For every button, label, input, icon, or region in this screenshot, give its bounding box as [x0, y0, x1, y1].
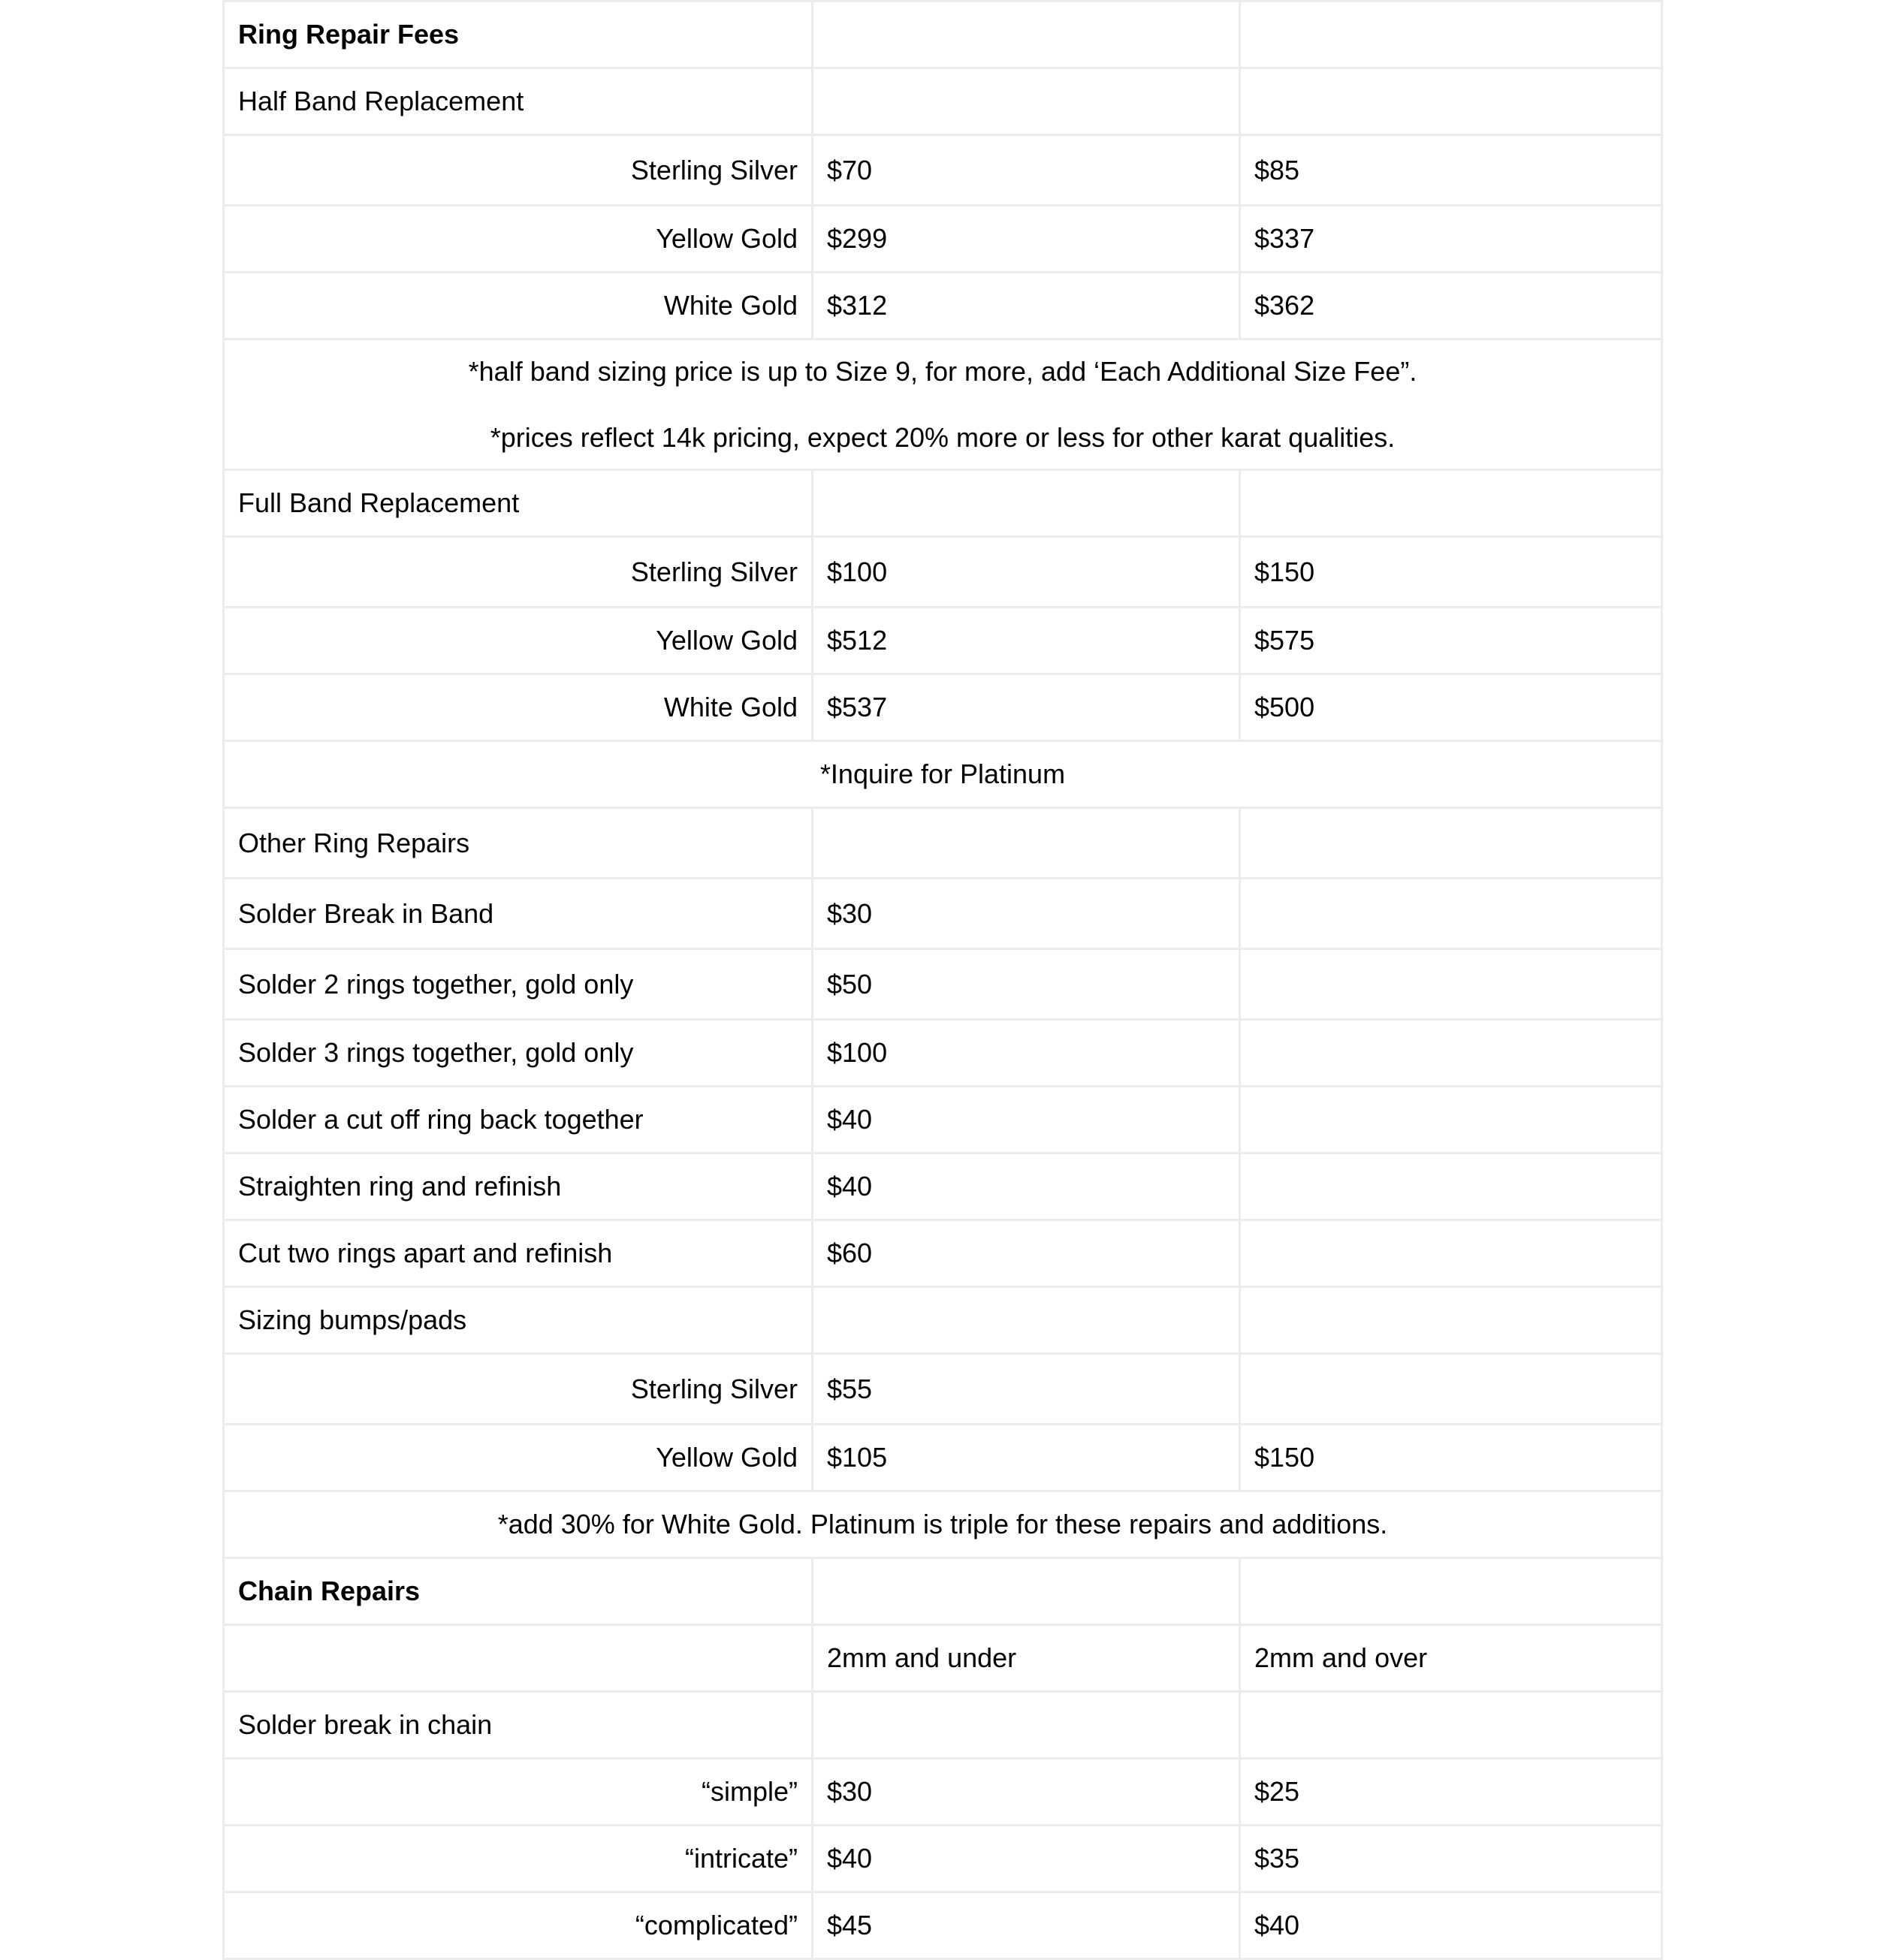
price-cell: $100: [813, 1020, 1240, 1087]
price-cell: $40: [1240, 1892, 1662, 1959]
price-cell: $30: [813, 1759, 1240, 1826]
note-cell: [224, 339, 1662, 470]
metal-label: Sterling Silver: [224, 537, 813, 608]
price-cell: $35: [1240, 1826, 1662, 1892]
subsection-title: Half Band Replacement: [224, 68, 813, 135]
price-table: [222, 0, 1663, 1960]
repair-label: Solder 3 rings together, gold only: [224, 1020, 813, 1087]
price-cell: $45: [813, 1892, 1240, 1959]
section-title: Ring Repair Fees: [224, 2, 813, 68]
price-cell: $85: [1240, 135, 1662, 206]
subsection-title: Sizing bumps/pads: [224, 1287, 813, 1354]
price-cell: $50: [813, 949, 1240, 1020]
price-cell: $40: [813, 1826, 1240, 1892]
table-row: [224, 1153, 1662, 1220]
repair-label: Solder a cut off ring back together: [224, 1087, 813, 1153]
subsection-title: Other Ring Repairs: [224, 808, 813, 879]
metal-label: Yellow Gold: [224, 206, 813, 273]
repair-label: Solder 2 rings together, gold only: [224, 949, 813, 1020]
table-row: [224, 879, 1662, 949]
price-cell: $575: [1240, 608, 1662, 674]
price-cell: $30: [813, 879, 1240, 949]
table-row: [224, 808, 1662, 879]
table-row: [224, 1892, 1662, 1959]
note-text: *Inquire for Platinum: [224, 741, 1662, 808]
note-text: *add 30% for White Gold. Platinum is triple for these repairs and additions.: [224, 1491, 1662, 1558]
metal-label: White Gold: [224, 273, 813, 339]
table-row: [224, 1491, 1662, 1558]
complexity-label: “simple”: [224, 1759, 813, 1826]
price-cell: $500: [1240, 674, 1662, 741]
column-header: 2mm and under: [813, 1625, 1240, 1692]
price-cell: $70: [813, 135, 1240, 206]
price-cell: $100: [813, 537, 1240, 608]
table-row: [224, 339, 1662, 470]
price-cell: $25: [1240, 1759, 1662, 1826]
price-cell: $362: [1240, 273, 1662, 339]
price-cell: $337: [1240, 206, 1662, 273]
note-text: *half band sizing price is up to Size 9, for more, add ‘Each Additional Size Fee”.: [468, 356, 1417, 387]
price-cell: $537: [813, 674, 1240, 741]
table-row: [224, 674, 1662, 741]
price-cell: $312: [813, 273, 1240, 339]
metal-label: Yellow Gold: [224, 608, 813, 674]
table-row: [224, 1692, 1662, 1759]
price-cell: $60: [813, 1220, 1240, 1287]
complexity-label: “intricate”: [224, 1826, 813, 1892]
table-row: [224, 273, 1662, 339]
price-cell: $55: [813, 1354, 1240, 1425]
table-row: [224, 1287, 1662, 1354]
table-row: [224, 1020, 1662, 1087]
table-row: [224, 608, 1662, 674]
table-row: [224, 2, 1662, 68]
table-row: [224, 1354, 1662, 1425]
price-cell: $150: [1240, 537, 1662, 608]
table-row: [224, 68, 1662, 135]
complexity-label: “complicated”: [224, 1892, 813, 1959]
metal-label: Sterling Silver: [224, 135, 813, 206]
repair-label: Cut two rings apart and refinish: [224, 1220, 813, 1287]
repair-label: Straighten ring and refinish: [224, 1153, 813, 1220]
table-row: [224, 537, 1662, 608]
price-cell: $105: [813, 1425, 1240, 1491]
table-row: [224, 1759, 1662, 1826]
metal-label: White Gold: [224, 674, 813, 741]
table-row: [224, 1425, 1662, 1491]
table-row: [224, 206, 1662, 273]
table-row: [224, 1558, 1662, 1625]
price-cell: $40: [813, 1153, 1240, 1220]
metal-label: Sterling Silver: [224, 1354, 813, 1425]
price-cell: $299: [813, 206, 1240, 273]
note-text: *prices reflect 14k pricing, expect 20% more or less for other karat qualities.: [490, 421, 1396, 453]
table-row: [224, 470, 1662, 537]
table-row: [224, 1625, 1662, 1692]
column-header: 2mm and over: [1240, 1625, 1662, 1692]
metal-label: Yellow Gold: [224, 1425, 813, 1491]
subsection-title: Full Band Replacement: [224, 470, 813, 537]
price-cell: [1240, 1354, 1662, 1425]
table-row: [224, 949, 1662, 1020]
table-row: [224, 135, 1662, 206]
price-cell: $512: [813, 608, 1240, 674]
repair-label: Solder Break in Band: [224, 879, 813, 949]
subsection-title: Solder break in chain: [224, 1692, 813, 1759]
table-row: [224, 1220, 1662, 1287]
section-title: Chain Repairs: [224, 1558, 813, 1625]
price-cell: $150: [1240, 1425, 1662, 1491]
table-row: [224, 741, 1662, 808]
table-row: [224, 1826, 1662, 1892]
table-row: [224, 1087, 1662, 1153]
price-cell: $40: [813, 1087, 1240, 1153]
